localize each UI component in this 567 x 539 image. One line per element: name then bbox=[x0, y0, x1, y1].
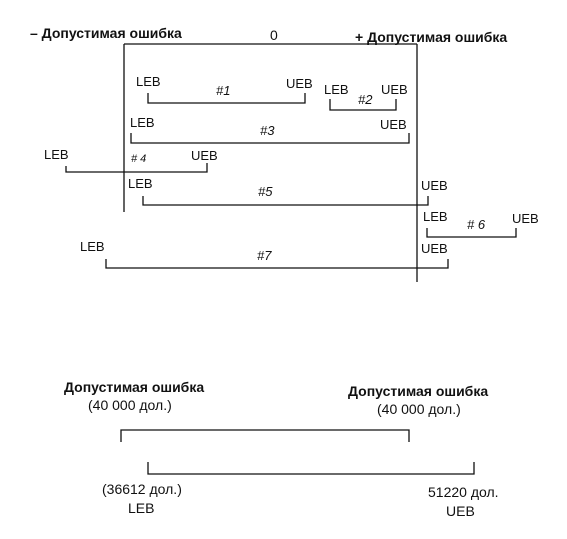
interval-1-id: #1 bbox=[216, 83, 231, 98]
leb-label: LEB bbox=[128, 500, 155, 516]
interval-2-leb-label: LEB bbox=[324, 82, 349, 97]
minus-tolerable-error-label: – Допустимая ошибка bbox=[30, 25, 182, 41]
interval-3-id: #3 bbox=[260, 123, 275, 138]
zero-label: 0 bbox=[270, 27, 278, 43]
interval-1-leb-label: LEB bbox=[136, 74, 161, 89]
interval-3-leb-label: LEB bbox=[130, 115, 155, 130]
ueb-label: UEB bbox=[446, 503, 475, 519]
interval-6-id: # 6 bbox=[467, 217, 486, 232]
interval-4-id: # 4 bbox=[131, 153, 147, 165]
ueb-value: 51220 дол. bbox=[428, 484, 499, 500]
interval-7-bracket bbox=[106, 259, 448, 268]
tolerable-error-bracket bbox=[121, 430, 409, 442]
interval-1-ueb-label: UEB bbox=[286, 76, 313, 91]
interval-2-id: #2 bbox=[358, 92, 373, 107]
interval-4-ueb-label: UEB bbox=[191, 148, 218, 163]
left-tolerable-error-amount: (40 000 дол.) bbox=[88, 397, 172, 413]
interval-6-leb-label: LEB bbox=[423, 209, 448, 224]
interval-3-ueb-label: UEB bbox=[380, 117, 407, 132]
interval-7-leb-label: LEB bbox=[80, 239, 105, 254]
interval-5-id: #5 bbox=[258, 184, 273, 199]
interval-2-ueb-label: UEB bbox=[381, 82, 408, 97]
interval-5-bracket bbox=[143, 196, 428, 205]
right-tolerable-error-amount: (40 000 дол.) bbox=[377, 401, 461, 417]
interval-7-id: #7 bbox=[257, 248, 272, 263]
interval-5-leb-label: LEB bbox=[128, 176, 153, 191]
left-tolerable-error-title: Допустимая ошибка bbox=[64, 379, 205, 395]
right-tolerable-error-title: Допустимая ошибка bbox=[348, 383, 489, 399]
interval-6-ueb-label: UEB bbox=[512, 211, 539, 226]
error-bounds-bracket bbox=[148, 462, 474, 474]
interval-7-ueb-label: UEB bbox=[421, 241, 448, 256]
interval-5-ueb-label: UEB bbox=[421, 178, 448, 193]
interval-4-leb-label: LEB bbox=[44, 147, 69, 162]
plus-tolerable-error-label: + Допустимая ошибка bbox=[355, 29, 508, 45]
leb-value: (36612 дол.) bbox=[102, 481, 182, 497]
